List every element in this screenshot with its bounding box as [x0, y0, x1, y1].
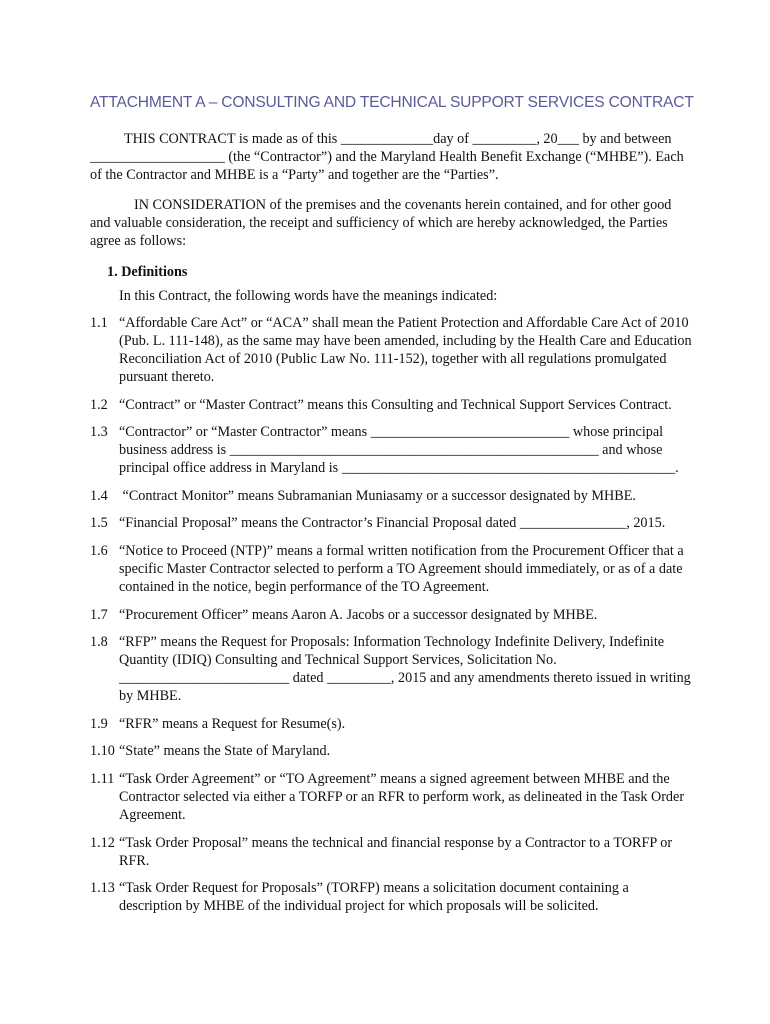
definition-number: 1.12: [90, 835, 115, 851]
definition-number: 1.3: [90, 424, 108, 440]
definition-line: “RFR” means a Request for Resume(s).: [119, 716, 346, 732]
definition-text: [119, 606, 681, 624]
section-heading: 1. Definitions: [107, 264, 188, 280]
definition-line: “Affordable Care Act” or “ACA” shall mean the Patient Protection and Affordable Care Act of 2010: [119, 315, 689, 331]
definition-line: “Contract” or “Master Contract” means this Consulting and Technical Support Services Contract.: [119, 397, 672, 413]
definition-text: [119, 423, 681, 477]
definition-number: 1.2: [90, 397, 108, 413]
definition-line: “Procurement Officer” means Aaron A. Jacobs or a successor designated by MHBE.: [119, 607, 598, 623]
definition-line: Contractor selected via either a TORFP or an RFR to perform work, as delineated in the Task Order: [119, 789, 685, 805]
definition-text: [119, 542, 684, 596]
definition-line: specific Master Contractor selected to perform a TO Agreement should immediately, or as of a date: [119, 561, 683, 577]
section-intro: In this Contract, the following words have the meanings indicated:: [119, 288, 498, 304]
definition-line: (Pub. L. 111-148), as the same may have been amended, including by the Health Care and Education: [119, 333, 692, 349]
definition-number: 1.7: [90, 607, 108, 623]
definition-line: “State” means the State of Maryland.: [119, 743, 331, 759]
definition-line: Agreement.: [119, 807, 186, 823]
definition-line: by MHBE.: [119, 688, 182, 704]
definition-number: 1.10: [90, 743, 115, 759]
definition-number: 1.11: [90, 771, 115, 787]
definition-line: “Task Order Request for Proposals” (TORFP) means a solicitation document containing a: [119, 880, 629, 896]
definition-line: “Task Order Proposal” means the technical and financial response by a Contractor to a TORFP or: [119, 835, 673, 851]
definition-line: “Financial Proposal” means the Contractor’s Financial Proposal dated _______________, 2015.: [119, 515, 666, 531]
definition-text: [119, 879, 681, 915]
definition-line: “RFP” means the Request for Proposals: Information Technology Indefinite Delivery, Indefinite: [119, 634, 665, 650]
definition-number: 1.8: [90, 634, 108, 650]
opening-paragraph: [90, 130, 690, 184]
consideration-line: agree as follows:: [90, 233, 187, 249]
definition-text: [119, 487, 681, 505]
consideration-line: and valuable consideration, the receipt and sufficiency of which are hereby acknowledged, the Parties: [90, 215, 668, 231]
definition-line: Reconciliation Act of 2010 (Public Law No. 111-152), together with all regulations promulgated: [119, 351, 667, 367]
definition-line: RFR.: [119, 853, 150, 869]
definition-line: pursuant thereto.: [119, 369, 215, 385]
opening-line: of the Contractor and MHBE is a “Party” and together are the “Parties”.: [90, 167, 499, 183]
definition-line: contained in the notice, begin performance of the TO Agreement.: [119, 579, 490, 595]
consideration-line: IN CONSIDERATION of the premises and the covenants herein contained, and for other good: [134, 197, 672, 213]
definition-line: description by MHBE of the individual project for which proposals will be solicited.: [119, 898, 599, 914]
definition-line: business address is ____________________________________________________ and whose: [119, 442, 663, 458]
opening-line: THIS CONTRACT is made as of this _____________day of _________, 20___ by and between: [124, 131, 672, 147]
definition-line: “Contract Monitor” means Subramanian Muniasamy or a successor designated by MHBE.: [119, 488, 636, 504]
definition-text: [119, 314, 692, 386]
definition-text: [119, 396, 681, 414]
definition-line: Quantity (IDIQ) Consulting and Technical Support Services, Solicitation No.: [119, 652, 557, 668]
opening-line: ___________________ (the “Contractor”) and the Maryland Health Benefit Exchange (“MHBE”). Each: [90, 149, 684, 165]
definition-line: ________________________ dated _________, 2015 and any amendments thereto issued in writing: [119, 670, 691, 686]
definition-number: 1.13: [90, 880, 115, 896]
definition-number: 1.4: [90, 488, 108, 504]
definition-number: 1.5: [90, 515, 108, 531]
definition-text: [119, 770, 685, 824]
definition-line: “Contractor” or “Master Contractor” means ____________________________ whose principal: [119, 424, 664, 440]
definition-text: [119, 514, 681, 532]
definition-line: “Notice to Proceed (NTP)” means a formal written notification from the Procurement Officer that a: [119, 543, 684, 559]
definition-text: [119, 715, 681, 733]
definition-line: “Task Order Agreement” or “TO Agreement” means a signed agreement between MHBE and the: [119, 771, 670, 787]
definition-number: 1.6: [90, 543, 108, 559]
definition-text: [119, 633, 691, 705]
definition-line: principal office address in Maryland is _______________________________________________.: [119, 460, 679, 476]
definition-text: [119, 834, 681, 870]
consideration-paragraph: [90, 196, 690, 250]
definition-number: 1.9: [90, 716, 108, 732]
definition-text: [119, 742, 681, 760]
document-title: ATTACHMENT A – CONSULTING AND TECHNICAL SUPPORT SERVICES CONTRACT: [90, 94, 694, 111]
definition-number: 1.1: [90, 315, 108, 331]
